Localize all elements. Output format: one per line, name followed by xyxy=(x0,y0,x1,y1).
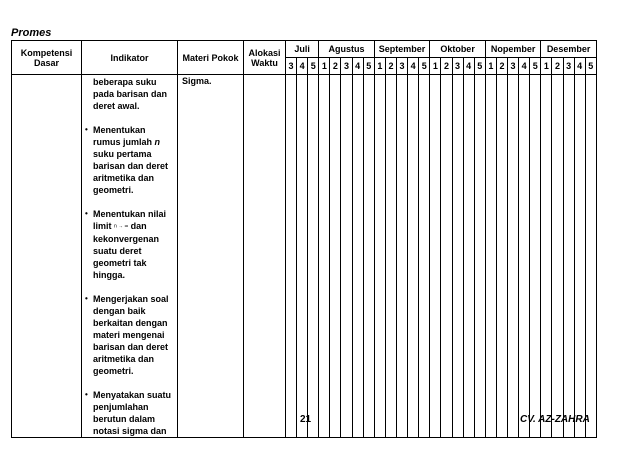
week-cell xyxy=(530,75,541,438)
week-cell xyxy=(308,75,319,438)
week-cell xyxy=(408,75,419,438)
indikator-item-text: Mengerjakan soal dengan baik berkaitan dengan materi mengenai barisan dan deret aritmetika dan geometri. xyxy=(93,293,169,376)
indikator-item-text: Menentukan nilai limit n → ∞ dan kekonvergenan suatu deret geometri tak hingga. xyxy=(93,209,167,280)
week-header: 4 xyxy=(574,58,585,75)
week-header: 3 xyxy=(397,58,408,75)
week-header: 1 xyxy=(374,58,385,75)
week-cell xyxy=(297,75,308,438)
week-cell xyxy=(430,75,441,438)
month-header: Oktober xyxy=(430,41,486,58)
week-header: 2 xyxy=(552,58,563,75)
indikator-item xyxy=(85,208,175,281)
brand-footer: CV. AZ-ZAHRA xyxy=(520,414,590,425)
indikator-lead-text: beberapa suku pada barisan dan deret awal. xyxy=(93,77,168,111)
week-header: 1 xyxy=(485,58,496,75)
week-cell xyxy=(508,75,519,438)
table-header xyxy=(12,41,597,75)
week-header: 4 xyxy=(297,58,308,75)
week-cell xyxy=(374,75,385,438)
week-header: 3 xyxy=(452,58,463,75)
week-cell xyxy=(452,75,463,438)
week-header: 5 xyxy=(363,58,374,75)
cell-kompetensi-dasar xyxy=(12,75,82,438)
header-indikator: Indikator xyxy=(82,41,178,75)
indikator-item-text: Menentukan rumus jumlah n suku pertama barisan dan deret aritmetika dan geometri. xyxy=(93,125,169,195)
bullet-icon: • xyxy=(85,125,88,134)
indikator-item xyxy=(85,293,175,377)
cell-indikator xyxy=(82,75,178,438)
week-cell xyxy=(519,75,530,438)
cell-materi-pokok xyxy=(178,75,244,438)
indikator-item xyxy=(85,389,175,437)
table-row xyxy=(12,75,597,438)
week-header: 3 xyxy=(341,58,352,75)
indikator-item-text: Menyatakan suatu penjumlahan berutun dalam notasi sigma dan xyxy=(93,389,172,436)
week-header: 3 xyxy=(508,58,519,75)
month-header: September xyxy=(374,41,430,58)
indikator-item xyxy=(85,124,175,196)
week-header: 4 xyxy=(408,58,419,75)
week-header: 5 xyxy=(585,58,596,75)
week-header: 1 xyxy=(430,58,441,75)
header-alokasi-waktu: Alokasi Waktu xyxy=(244,41,286,75)
promes-table xyxy=(11,40,597,438)
week-cell xyxy=(541,75,552,438)
week-header: 1 xyxy=(319,58,330,75)
materi-text: Sigma. xyxy=(182,76,212,86)
bullet-icon: • xyxy=(85,389,88,399)
week-header: 5 xyxy=(308,58,319,75)
week-cell xyxy=(397,75,408,438)
week-cell xyxy=(363,75,374,438)
month-header: Agustus xyxy=(319,41,375,58)
week-cell xyxy=(463,75,474,438)
week-header: 3 xyxy=(286,58,297,75)
week-header: 2 xyxy=(441,58,452,75)
week-cell xyxy=(341,75,352,438)
week-cell xyxy=(319,75,330,438)
week-cell xyxy=(474,75,485,438)
document-title: Promes xyxy=(11,27,52,39)
header-materi-pokok: Materi Pokok xyxy=(178,41,244,75)
week-cell xyxy=(496,75,507,438)
week-cell xyxy=(441,75,452,438)
week-cell xyxy=(563,75,574,438)
week-header: 5 xyxy=(474,58,485,75)
week-header: 4 xyxy=(463,58,474,75)
week-header: 3 xyxy=(563,58,574,75)
week-header: 2 xyxy=(330,58,341,75)
week-header: 2 xyxy=(385,58,396,75)
page-number: 21 xyxy=(300,414,312,425)
week-cell xyxy=(286,75,297,438)
header-kompetensi-dasar: Kompetensi Dasar xyxy=(12,41,82,75)
week-header: 4 xyxy=(352,58,363,75)
week-cell xyxy=(330,75,341,438)
bullet-icon: • xyxy=(85,209,88,218)
week-header: 5 xyxy=(419,58,430,75)
month-header: Juli xyxy=(286,41,319,58)
week-header: 2 xyxy=(496,58,507,75)
cell-alokasi-waktu xyxy=(244,75,286,438)
week-cell xyxy=(552,75,563,438)
week-cell xyxy=(485,75,496,438)
month-header: Desember xyxy=(541,41,596,58)
indikator-list xyxy=(82,75,177,437)
week-cell xyxy=(352,75,363,438)
week-header: 5 xyxy=(530,58,541,75)
month-header: Nopember xyxy=(485,41,541,58)
week-cell xyxy=(385,75,396,438)
bullet-icon: • xyxy=(85,293,88,303)
week-cell xyxy=(585,75,596,438)
week-cell xyxy=(419,75,430,438)
week-header: 4 xyxy=(519,58,530,75)
week-header: 1 xyxy=(541,58,552,75)
week-cell xyxy=(574,75,585,438)
